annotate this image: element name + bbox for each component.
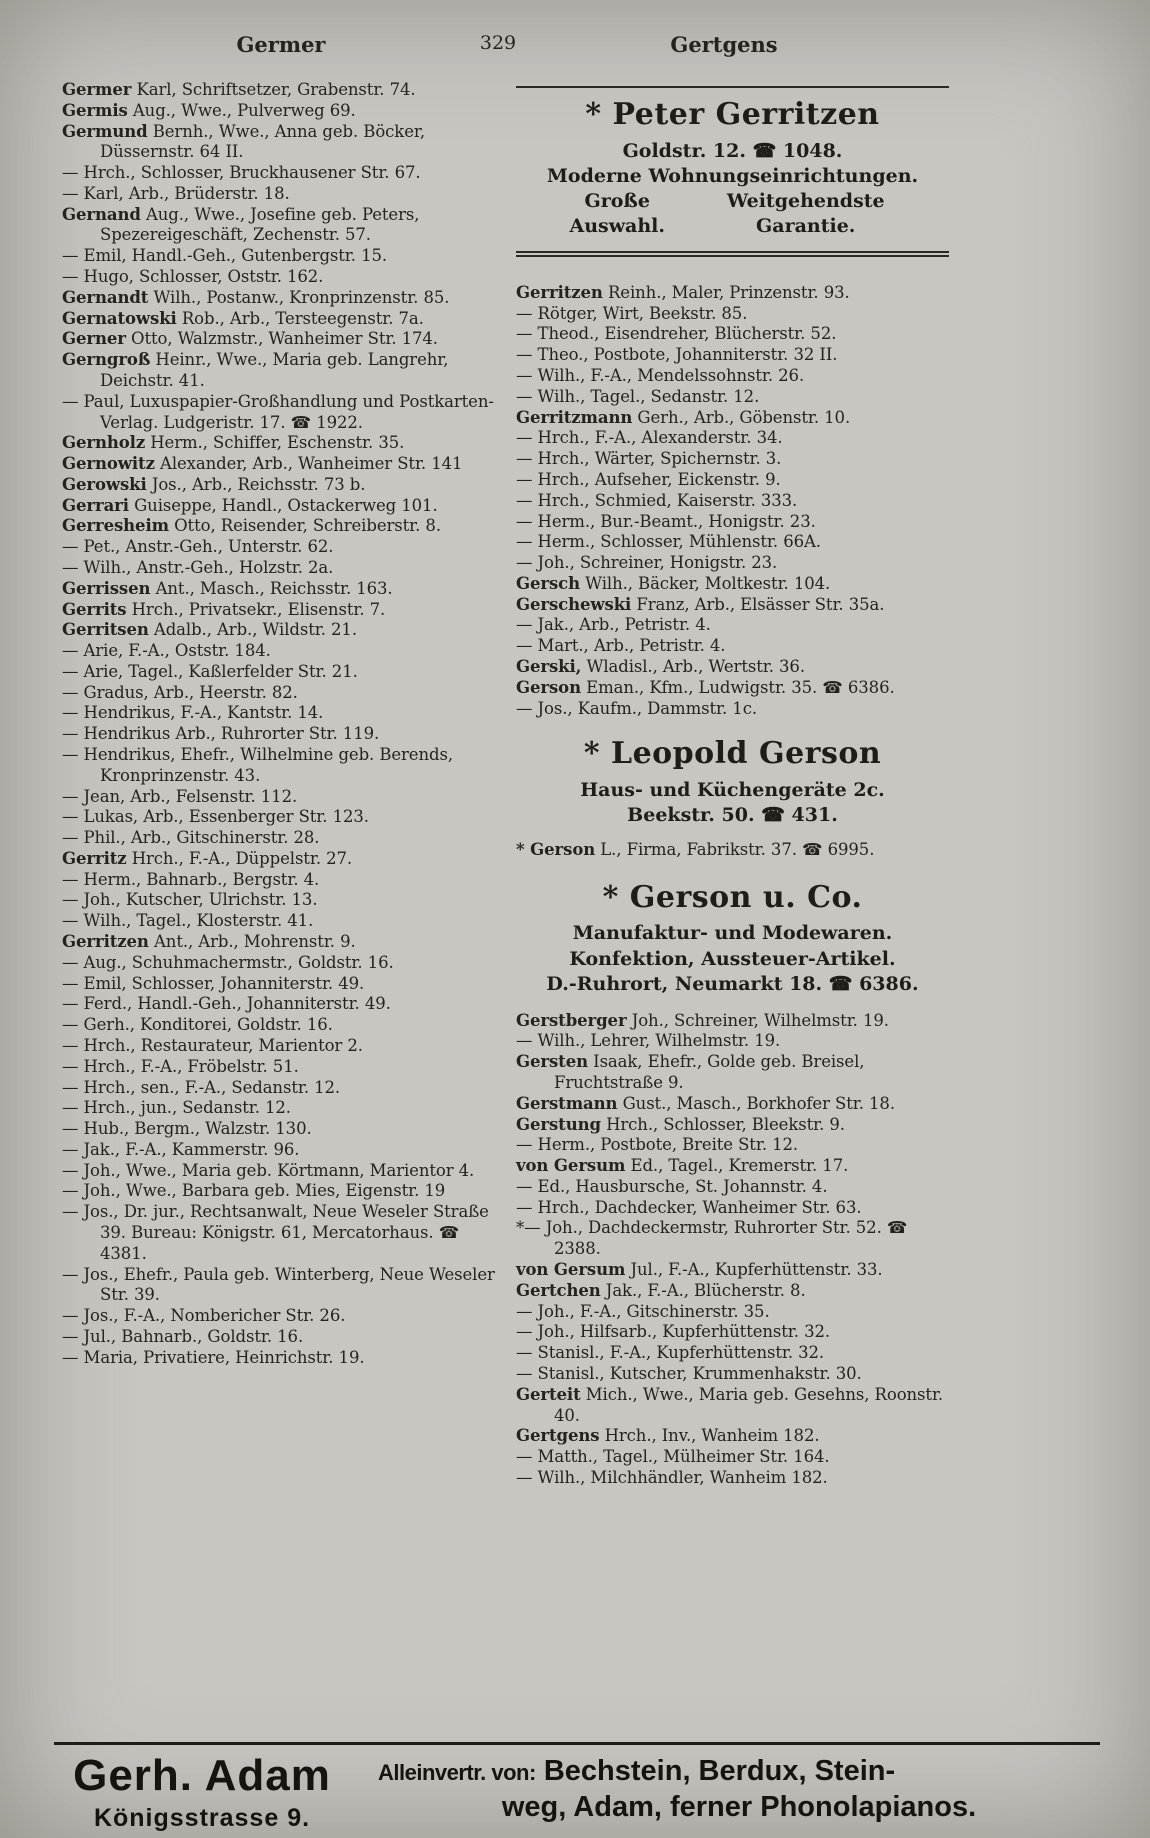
entry-surname: Gertgens xyxy=(516,1426,600,1446)
entry-surname: Gernand xyxy=(62,204,141,224)
phone-icon: ☎ xyxy=(828,972,853,995)
ad-slogan: Manufaktur- und Modewaren. xyxy=(572,922,893,945)
star-mark: * xyxy=(602,879,619,915)
ad-title xyxy=(516,737,949,771)
advertiser-address: Königsstrasse 9. xyxy=(93,1804,311,1832)
advertiser-name: Leopold Gerson xyxy=(610,736,882,772)
directory-entry: — Hrch., Schmied, Kaiserstr. 333. xyxy=(516,490,798,510)
page-header xyxy=(0,32,1150,62)
directory-entry: — Karl, Arb., Brüderstr. 18. xyxy=(62,183,290,203)
directory-entry: — Maria, Privatiere, Heinrichstr. 19. xyxy=(62,1347,365,1367)
ad-address-line xyxy=(516,972,949,997)
directory-entry: — Hrch., Schlosser, Bruckhausener Str. 67. xyxy=(62,163,421,183)
directory-entry: Gersten Isaak, Ehefr., Golde geb. Breisel, Fruchtstraße 9. xyxy=(516,1052,865,1093)
directory-entry: Gernatowski Rob., Arb., Tersteegenstr. 7a. xyxy=(62,308,424,328)
directory-entry: — Aug., Schuhmachermstr., Goldstr. 16. xyxy=(62,952,394,972)
directory-entry: Gerschewski Franz, Arb., Elsässer Str. 35a. xyxy=(516,594,885,614)
directory-entry: — Herm., Bahnarb., Bergstr. 4. xyxy=(62,869,320,889)
ad-slogan: Moderne Wohnungseinrichtungen. xyxy=(546,164,919,187)
phone-icon: ☎ xyxy=(752,139,777,162)
directory-entry: — Joh., Schreiner, Honigstr. 23. xyxy=(516,553,778,573)
directory-entry: Gerritz Hrch., F.-A., Düppelstr. 27. xyxy=(62,848,353,868)
directory-entry: Gerowski Jos., Arb., Reichsstr. 73 b. xyxy=(62,474,366,494)
entry-surname: Gerstung xyxy=(516,1114,601,1134)
advertiser-name: Gerh. Adam xyxy=(73,1751,331,1800)
directory-entry: — Hrch., Dachdecker, Wanheimer Str. 63. xyxy=(516,1197,862,1217)
entry-surname: Gerritsen xyxy=(62,620,149,640)
directory-entry: — Theod., Eisendreher, Blücherstr. 52. xyxy=(516,324,837,344)
directory-entry: Germer Karl, Schriftsetzer, Grabenstr. 74. xyxy=(62,80,416,99)
directory-entry: — Ed., Hausbursche, St. Johannstr. 4. xyxy=(516,1176,828,1196)
directory-entry: — Jos., F.-A., Nombericher Str. 26. xyxy=(62,1306,346,1326)
entry-surname: Gerritzen xyxy=(516,282,603,302)
ad-address: D.-Ruhrort, Neumarkt 18. xyxy=(546,972,823,995)
directory-entry: — Jul., Bahnarb., Goldstr. 16. xyxy=(62,1326,304,1346)
directory-entry: — Wilh., Tagel., Klosterstr. 41. xyxy=(62,911,314,931)
directory-entry: — Ferd., Handl.-Geh., Johanniterstr. 49. xyxy=(62,994,391,1014)
directory-entry: — Stanisl., Kutscher, Krummenhakstr. 30. xyxy=(516,1363,862,1383)
directory-entry: — Wilh., F.-A., Mendelssohnstr. 26. xyxy=(516,366,805,386)
directory-entry: — Mart., Arb., Petristr. 4. xyxy=(516,636,726,656)
directory-entry: — Matth., Tagel., Mülheimer Str. 164. xyxy=(516,1447,830,1467)
entry-surname: Gerngroß xyxy=(62,350,151,370)
directory-entry: Gerteit Mich., Wwe., Maria geb. Gesehns, Roonstr. 40. xyxy=(516,1384,944,1425)
directory-entry: — Joh., Wwe., Barbara geb. Mies, Eigenstr. 19 xyxy=(62,1181,446,1201)
directory-entry: — Lukas, Arb., Essenberger Str. 123. xyxy=(62,807,369,827)
directory-entry: — Joh., Hilfsarb., Kupferhüttenstr. 32. xyxy=(516,1322,831,1342)
directory-entry: — Phil., Arb., Gitschinerstr. 28. xyxy=(62,828,320,848)
directory-entry: Gerritzmann Gerh., Arb., Göbenstr. 10. xyxy=(516,407,851,427)
ad-slogan-2: Konfektion, Aussteuer-Artikel. xyxy=(569,947,896,970)
directory-entry: Gertgens Hrch., Inv., Wanheim 182. xyxy=(516,1426,820,1446)
bottom-ad-line-2: weg, Adam, ferner Phonolapianos. xyxy=(501,1790,977,1823)
entry-surname: Gernatowski xyxy=(62,308,177,328)
entry-surname: Gerteit xyxy=(516,1384,581,1404)
directory-entry: — Hrch., F.-A., Fröbelstr. 51. xyxy=(62,1056,299,1076)
bottom-ad-brands: Bechstein, Berdux, Stein- xyxy=(543,1755,896,1787)
directory-entry: Gertchen Jak., F.-A., Blücherstr. 8. xyxy=(516,1280,806,1300)
directory-entry: — Hugo, Schlosser, Oststr. 162. xyxy=(62,267,324,287)
star-mark: * xyxy=(583,736,601,772)
directory-entry: Gerngroß Heinr., Wwe., Maria geb. Langrehr, Deichstr. 41. xyxy=(62,350,449,390)
directory-entry: — Wilh., Anstr.-Geh., Holzstr. 2a. xyxy=(62,557,334,577)
entry-surname: Gerrari xyxy=(62,495,129,515)
header-keyword-left: Germer xyxy=(236,32,326,57)
ad-peter-gerritzen xyxy=(516,86,949,257)
entry-surname: Germer xyxy=(62,80,132,99)
directory-entry: * Gerson L., Firma, Fabrikstr. 37. ☎ 6995. xyxy=(516,840,875,860)
left-column xyxy=(62,80,500,1368)
directory-entry: Gerson Eman., Kfm., Ludwigstr. 35. ☎ 6386. xyxy=(516,677,895,697)
directory-entry: Gernholz Herm., Schiffer, Eschenstr. 35. xyxy=(62,433,405,453)
phone-icon: ☎ xyxy=(761,803,785,826)
directory-entry: — Jos., Ehefr., Paula geb. Winterberg, Neue Weseler Str. 39. xyxy=(62,1264,495,1305)
directory-entry: — Wilh., Lehrer, Wilhelmstr. 19. xyxy=(516,1031,781,1051)
directory-entry: — Theo., Postbote, Johanniterstr. 32 II. xyxy=(516,345,838,365)
header-keyword-right: Gertgens xyxy=(670,32,778,57)
directory-entry: — Jos., Dr. jur., Rechtsanwalt, Neue Weseler Straße 39. Bureau: Königstr. 61, Mercatorhaus. ☎ 4381. xyxy=(62,1202,489,1263)
bottom-ad-line-1 xyxy=(378,1754,1100,1789)
directory-entry: — Gradus, Arb., Heerstr. 82. xyxy=(62,682,298,702)
entry-surname: Gersten xyxy=(516,1052,588,1072)
ad-address-line xyxy=(520,139,945,164)
directory-entry: Gerstmann Gust., Masch., Borkhofer Str. 18. xyxy=(516,1093,895,1113)
directory-entry: — Jean, Arb., Felsenstr. 112. xyxy=(62,786,298,806)
directory-entry: — Joh., Wwe., Maria geb. Körtmann, Marientor 4. xyxy=(62,1160,475,1180)
directory-entry: — Gerh., Konditorei, Goldstr. 16. xyxy=(62,1015,333,1035)
directory-entry: Gerritzen Ant., Arb., Mohrenstr. 9. xyxy=(62,932,356,952)
directory-entry: Germund Bernh., Wwe., Anna geb. Böcker, Düssernstr. 64 II. xyxy=(62,121,425,162)
directory-entry: Gerstberger Joh., Schreiner, Wilhelmstr. 19. xyxy=(516,1010,889,1030)
directory-entry: Gerstung Hrch., Schlosser, Bleekstr. 9. xyxy=(516,1114,845,1134)
directory-entry: Gerritzen Reinh., Maler, Prinzenstr. 93. xyxy=(516,282,850,302)
directory-entry: Gernand Aug., Wwe., Josefine geb. Peters, Spezereigeschäft, Zechenstr. 57. xyxy=(62,204,420,245)
directory-entry: — Pet., Anstr.-Geh., Unterstr. 62. xyxy=(62,537,334,557)
entry-surname: Germund xyxy=(62,121,148,141)
ad-slogan: Haus- und Küchengeräte 2c. xyxy=(580,778,885,801)
directory-entry: — Herm., Bur.-Beamt., Honigstr. 23. xyxy=(516,511,816,531)
ad-address-line xyxy=(516,803,949,828)
directory-entry: — Paul, Luxuspapier-Großhandlung und Postkarten-Verlag. Ludgeristr. 17. ☎ 1922. xyxy=(62,391,494,432)
entry-surname: Gerresheim xyxy=(62,516,169,536)
entry-surname: von Gersum xyxy=(516,1260,626,1280)
ad-address: Beekstr. 50. xyxy=(627,803,755,826)
ad-gerson-co xyxy=(516,881,949,997)
directory-entry: — Rötger, Wirt, Beekstr. 85. xyxy=(516,303,748,323)
directory-entry: — Stanisl., F.-A., Kupferhüttenstr. 32. xyxy=(516,1343,825,1363)
directory-entry: — Hrch., jun., Sedanstr. 12. xyxy=(62,1098,291,1118)
advertiser-name: Gerson u. Co. xyxy=(629,879,863,915)
right-column xyxy=(516,86,949,1489)
ad-title xyxy=(520,98,945,132)
bottom-ad-label: Alleinvertr. von: xyxy=(378,1760,536,1785)
entry-surname: * Gerson xyxy=(516,840,596,860)
entry-surname: Gerritzen xyxy=(62,932,149,952)
directory-entry: — Herm., Schlosser, Mühlenstr. 66A. xyxy=(516,532,821,552)
ad-address: Goldstr. 12. xyxy=(622,139,746,162)
entries-group-2 xyxy=(516,840,949,861)
directory-entry: *— Joh., Dachdeckermstr, Ruhrorter Str. 52. ☎ 2388. xyxy=(516,1218,908,1259)
directory-entry: Germis Aug., Wwe., Pulverweg 69. xyxy=(62,100,356,120)
directory-entry: — Wilh., Milchhändler, Wanheim 182. xyxy=(516,1467,828,1487)
directory-entry: — Emil, Schlosser, Johanniterstr. 49. xyxy=(62,973,365,993)
ad-leopold-gerson xyxy=(516,737,949,828)
directory-entry: — Hrch., F.-A., Alexanderstr. 34. xyxy=(516,428,783,448)
directory-entry: Gerrits Hrch., Privatsekr., Elisenstr. 7. xyxy=(62,599,386,619)
directory-entry: — Emil, Handl.-Geh., Gutenbergstr. 15. xyxy=(62,246,388,266)
star-mark: * xyxy=(585,97,602,132)
directory-entry: — Hrch., Aufseher, Eickenstr. 9. xyxy=(516,469,781,489)
entry-surname: Gernholz xyxy=(62,433,146,453)
directory-entry: Gerrissen Ant., Masch., Reichsstr. 163. xyxy=(62,578,393,598)
entry-surname: Gerschewski xyxy=(516,594,632,614)
directory-entry: — Hendrikus, F.-A., Kantstr. 14. xyxy=(62,703,324,723)
directory-entry: — Hrch., Wärter, Spichernstr. 3. xyxy=(516,449,782,469)
directory-entry: — Hrch., sen., F.-A., Sedanstr. 12. xyxy=(62,1077,341,1097)
directory-entry: — Jos., Kaufm., Dammstr. 1c. xyxy=(516,698,757,718)
directory-entry: — Joh., F.-A., Gitschinerstr. 35. xyxy=(516,1301,770,1321)
entry-surname: Gerowski xyxy=(62,474,147,494)
directory-entry: Gerritsen Adalb., Arb., Wildstr. 21. xyxy=(62,620,357,640)
directory-entry: — Hendrikus Arb., Ruhrorter Str. 119. xyxy=(62,724,380,744)
ad-slogan-2 xyxy=(520,189,945,239)
bottom-advertisement xyxy=(54,1742,1100,1833)
directory-entry: Gernandt Wilh., Postanw., Kronprinzenstr. 85. xyxy=(62,287,450,307)
entry-surname: Gerritzmann xyxy=(516,407,633,427)
directory-entry: Gerner Otto, Walzmstr., Wanheimer Str. 174. xyxy=(62,329,438,349)
directory-entry: — Herm., Postbote, Breite Str. 12. xyxy=(516,1135,799,1155)
entry-surname: Gersch xyxy=(516,573,581,593)
entry-surname: Gerstmann xyxy=(516,1093,618,1113)
entries-group-3 xyxy=(516,1011,949,1489)
entry-surname: Gertchen xyxy=(516,1280,601,1300)
directory-entry: Gersch Wilh., Bäcker, Moltkestr. 104. xyxy=(516,573,831,593)
directory-entry: — Jak., Arb., Petristr. 4. xyxy=(516,615,711,635)
directory-entry: von Gersum Ed., Tagel., Kremerstr. 17. xyxy=(516,1156,849,1176)
entry-surname: Gernandt xyxy=(62,287,149,307)
directory-entry: — Hendrikus, Ehefr., Wilhelmine geb. Berends, Kronprinzenstr. 43. xyxy=(62,745,453,785)
directory-entry: Gerrari Guiseppe, Handl., Ostackerweg 101. xyxy=(62,495,438,515)
directory-entry: — Arie, Tagel., Kaßlerfelder Str. 21. xyxy=(62,661,358,681)
ad-slogan-left: Große Auswahl. xyxy=(569,189,666,237)
page-number: 329 xyxy=(479,32,517,54)
phone-number: 1048. xyxy=(782,139,843,162)
entry-surname: von Gersum xyxy=(516,1156,626,1176)
entries-group-1 xyxy=(516,283,949,719)
directory-entry: — Wilh., Tagel., Sedanstr. 12. xyxy=(516,386,760,406)
bottom-ad-left-block xyxy=(54,1751,350,1833)
phone-number: 6386. xyxy=(859,972,919,995)
entry-surname: Gerner xyxy=(62,329,126,349)
directory-entry: — Hrch., Restaurateur, Marientor 2. xyxy=(62,1035,363,1055)
directory-entry: — Jak., F.-A., Kammerstr. 96. xyxy=(62,1139,300,1159)
directory-entry: Gerresheim Otto, Reisender, Schreiberstr. 8. xyxy=(62,516,441,536)
advertiser-name: Peter Gerritzen xyxy=(612,97,880,132)
entry-surname: Gerrissen xyxy=(62,578,151,598)
directory-entry: — Arie, F.-A., Oststr. 184. xyxy=(62,641,271,661)
directory-entry: von Gersum Jul., F.-A., Kupferhüttenstr. 33. xyxy=(516,1260,883,1280)
phone-number: 431. xyxy=(791,803,838,826)
entry-surname: Gerson xyxy=(516,677,581,697)
ad-slogan-right: Weitgehendste Garantie. xyxy=(726,189,885,237)
ad-title xyxy=(516,881,949,915)
entry-surname: Gerstberger xyxy=(516,1010,627,1030)
directory-entry: — Hub., Bergm., Walzstr. 130. xyxy=(62,1119,312,1139)
directory-entry: Gerski, Wladisl., Arb., Wertstr. 36. xyxy=(516,656,805,676)
bottom-ad-right-block xyxy=(378,1754,1100,1826)
entry-surname: Gerrits xyxy=(62,599,127,619)
entry-surname: Gerski, xyxy=(516,656,582,676)
entry-surname: Germis xyxy=(62,100,128,120)
directory-entry: — Joh., Kutscher, Ulrichstr. 13. xyxy=(62,890,318,910)
entry-surname: Gernowitz xyxy=(62,454,155,474)
entry-surname: Gerritz xyxy=(62,848,127,868)
directory-entry: Gernowitz Alexander, Arb., Wanheimer Str. 141 xyxy=(62,454,463,474)
